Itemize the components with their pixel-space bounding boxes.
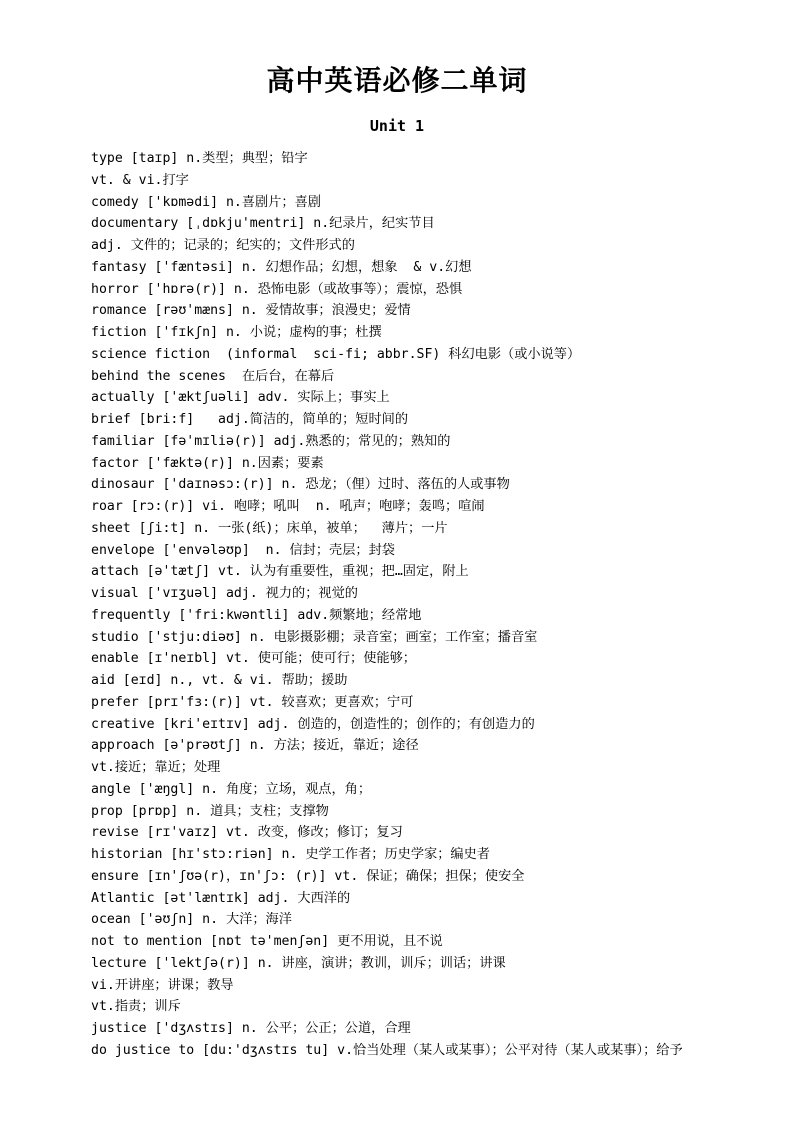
vocabulary-entry: justice ['dʒʌstɪs] n. 公平；公正；公道，合理	[91, 1021, 411, 1036]
vocabulary-entry: behind the scenes 在后台，在幕后	[91, 368, 335, 384]
vocabulary-entry: aid [eɪd] n., vt. & vi. 帮助；援助	[91, 673, 348, 688]
vocabulary-entry: vt.接近；靠近；处理	[91, 760, 221, 775]
vocabulary-entry: actually ['æktʃuəli] adv. 实际上；事实上	[91, 390, 390, 406]
vocabulary-entry: horror ['hɒrə(r)] n. 恐怖电影（或故事等）；震惊，恐惧	[91, 281, 463, 297]
vocabulary-entry: revise [rɪ'vaɪz] vt. 改变，修改；修订；复习	[91, 825, 403, 841]
vocabulary-entry: approach [ə'prəʊtʃ] n. 方法；接近，靠近；途径	[91, 738, 419, 754]
vocabulary-entry: fiction ['fɪkʃn] n. 小说；虚构的事；杜撰	[91, 325, 382, 340]
vocabulary-entry: do justice to [du:'dʒʌstɪs tu] v.恰当处理（某人或某事）；公平对待（某人或某事）；给予	[91, 1042, 683, 1058]
vocabulary-entry: science fiction (informal sci-fi; abbr.SF) 科幻电影（或小说等）	[91, 346, 581, 362]
vocabulary-entry: ensure [ɪn'ʃʊə(r)，ɪn'ʃɔ: (r)] vt. 保证；确保；担保；使安全	[91, 868, 525, 884]
vocabulary-entry: not to mention [nɒt tə'menʃən] 更不用说，且不说	[91, 934, 443, 949]
vocabulary-list	[91, 148, 751, 1062]
vocabulary-entry: documentary [ˌdɒkju'mentri] n.纪录片，纪实节目	[91, 216, 435, 232]
vocabulary-entry: visual ['vɪʒuəl] adj. 视力的；视觉的	[91, 586, 358, 601]
vocabulary-entry: adj. 文件的；记录的；纪实的；文件形式的	[91, 238, 355, 253]
vocabulary-entry: familiar [fə'mɪliə(r)] adj.熟悉的；常见的；熟知的	[91, 433, 451, 449]
vocabulary-entry: attach [ə'tætʃ] vt. 认为有重要性，重视；把…固定，附上	[91, 564, 469, 580]
vocabulary-entry: factor ['fæktə(r)] n.因素；要素	[91, 455, 324, 471]
vocabulary-entry: type [taɪp] n.类型；典型；铅字	[91, 151, 308, 166]
vocabulary-entry: lecture ['lektʃə(r)] n. 讲座，演讲；教训，训斥；训话；讲课	[91, 955, 506, 971]
vocabulary-entry: ocean ['əʊʃn] n. 大洋；海洋	[91, 912, 292, 928]
document-title: 高中英语必修二单词	[266, 64, 528, 97]
vocabulary-entry: fantasy ['fæntəsi] n. 幻想作品；幻想，想象 & v.幻想	[91, 259, 472, 275]
vocabulary-entry: historian [hɪ'stɔ:riən] n. 史学工作者；历史学家；编史者	[91, 847, 490, 862]
vocabulary-entry: Atlantic [ət'læntɪk] adj. 大西洋的	[91, 890, 351, 906]
vocabulary-entry: vt. & vi.打字	[91, 172, 189, 188]
vocabulary-entry: studio ['stju:diəʊ] n. 电影摄影棚；录音室；画室；工作室；播音室	[91, 629, 538, 645]
vocabulary-entry: comedy ['kɒmədi] n.喜剧片；喜剧	[91, 194, 321, 210]
vocabulary-entry: romance [rəʊ'mæns] n. 爱情故事；浪漫史；爱情	[91, 303, 411, 319]
vocabulary-entry: vt.指责；训斥	[91, 999, 181, 1015]
vocabulary-entry: angle ['æŋgl] n. 角度；立场，观点，角；	[91, 781, 372, 797]
vocabulary-entry: vi.开讲座；讲课；教导	[91, 977, 234, 993]
vocabulary-entry: creative [kri'eɪtɪv] adj. 创造的，创造性的；创作的；有创造力的	[91, 716, 535, 732]
vocabulary-entry: enable [ɪ'neɪbl] vt. 使可能；使可行；使能够；	[91, 651, 416, 667]
vocabulary-entry: sheet [ʃi:t] n. 一张(纸)；床单，被单； 薄片；一片	[91, 520, 448, 536]
vocabulary-entry: roar [rɔ:(r)] vi. 咆哮；吼叫 n. 吼声；咆哮；轰鸣；喧闹	[91, 499, 485, 514]
vocabulary-entry: prop [prɒp] n. 道具；支柱；支撑物	[91, 803, 329, 819]
vocabulary-entry: dinosaur ['daɪnəsɔ:(r)] n. 恐龙；（俚）过时、落伍的人或事物	[91, 477, 510, 493]
vocabulary-entry: prefer [prɪ'fɜ:(r)] vt. 较喜欢；更喜欢；宁可	[91, 694, 414, 710]
vocabulary-entry: brief [bri:f] adj.简洁的，简单的；短时间的	[91, 412, 409, 427]
vocabulary-entry: frequently ['fri:kwəntli] adv.频繁地；经常地	[91, 607, 422, 623]
unit-heading: Unit 1	[369, 117, 425, 135]
vocabulary-entry: envelope ['envələʊp] n. 信封；壳层；封袋	[91, 542, 395, 558]
